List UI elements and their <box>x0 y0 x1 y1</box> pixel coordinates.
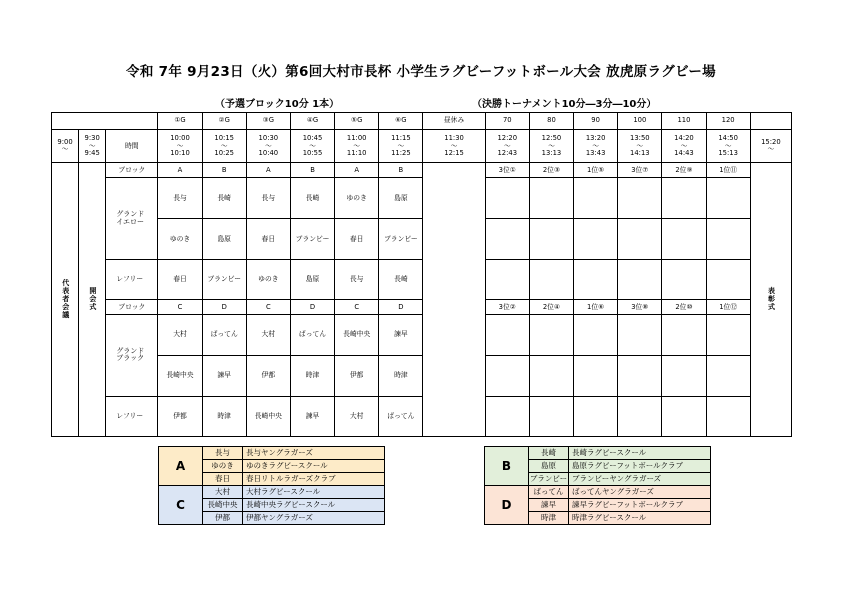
yellow-final-empty-a-4 <box>618 178 662 219</box>
black-block-6: D <box>379 300 423 315</box>
yellow-final-empty-b-4 <box>618 219 662 260</box>
legend-right <box>484 446 711 525</box>
legend-group-D: D <box>485 486 529 525</box>
yellow-final-empty-a-5 <box>662 178 706 219</box>
yellow-team-a-6: 島原 <box>379 178 423 219</box>
black-final-empty-b-4 <box>618 355 662 396</box>
legend-short-name: 長崎 <box>529 447 569 460</box>
yellow-final-6: 1位⑪ <box>706 163 750 178</box>
black-team-b-1: 長崎中央 <box>158 355 202 396</box>
time-label: 時間 <box>106 129 158 163</box>
black-ground-name: グランド ブラック <box>106 314 158 396</box>
yellow-final-empty-r-3 <box>574 260 618 300</box>
black-final-5: 2位⑩ <box>662 300 706 315</box>
yellow-referee-3: ゆのき <box>246 260 290 300</box>
yellow-referee-6: 長崎 <box>379 260 423 300</box>
black-referee-label: レフリー <box>106 396 158 436</box>
legend-full-name: 伊都ヤングラガーズ <box>243 512 385 525</box>
corner-cell <box>79 113 106 130</box>
black-block-label: ブロック <box>106 300 158 315</box>
black-final-6: 1位⑫ <box>706 300 750 315</box>
legend-short-name: 長与 <box>203 447 243 460</box>
yellow-team-b-6: ブランビー <box>379 219 423 260</box>
yellow-team-a-5: ゆのき <box>335 178 379 219</box>
yellow-team-a-1: 長与 <box>158 178 202 219</box>
black-final-1: 3位② <box>485 300 529 315</box>
time-slot-1: 10:00 ～ 10:10 <box>158 129 202 163</box>
schedule-table <box>51 112 792 437</box>
black-final-4: 3位⑧ <box>618 300 662 315</box>
yellow-final-empty-r-5 <box>662 260 706 300</box>
black-final-empty-a-5 <box>662 314 706 355</box>
closing-ceremony-label <box>750 163 791 437</box>
legend-full-name: 長崎中央ラグビースクール <box>243 499 385 512</box>
header-num-13: 120 <box>706 113 750 130</box>
yellow-final-3: 1位⑤ <box>574 163 618 178</box>
legend-full-name: ブランビーヤングラガーズ <box>569 473 711 486</box>
black-final-3: 1位⑥ <box>574 300 618 315</box>
time-slot-4: 10:45 ～ 10:55 <box>290 129 334 163</box>
yellow-referee-label: レフリー <box>106 260 158 300</box>
time-slot-13: 14:50 ～ 15:13 <box>706 129 750 163</box>
yellow-block-6: B <box>379 163 423 178</box>
black-block-4: D <box>290 300 334 315</box>
legend-short-name: ゆのき <box>203 460 243 473</box>
legend-group-A: A <box>159 447 203 486</box>
legend-row <box>485 447 711 460</box>
black-final-empty-a-4 <box>618 314 662 355</box>
legend-short-name: 伊都 <box>203 512 243 525</box>
yellow-team-b-1: ゆのき <box>158 219 202 260</box>
black-referee-3: 長崎中央 <box>246 396 290 436</box>
time-slot-2: 10:15 ～ 10:25 <box>202 129 246 163</box>
yellow-team-a-4: 長崎 <box>290 178 334 219</box>
header-num-3: ③G <box>246 113 290 130</box>
black-team-a-6: 諫早 <box>379 314 423 355</box>
yellow-final-empty-a-3 <box>574 178 618 219</box>
header-num-8: 70 <box>485 113 529 130</box>
yellow-final-empty-b-6 <box>706 219 750 260</box>
yellow-final-empty-a-6 <box>706 178 750 219</box>
yellow-team-a-2: 長崎 <box>202 178 246 219</box>
corner-cell <box>750 113 791 130</box>
black-final-empty-b-5 <box>662 355 706 396</box>
black-team-a-3: 大村 <box>246 314 290 355</box>
black-final-empty-a-2 <box>529 314 573 355</box>
black-referee-5: 大村 <box>335 396 379 436</box>
time-slot-9: 12:50 ～ 13:13 <box>529 129 573 163</box>
yellow-final-empty-b-5 <box>662 219 706 260</box>
yellow-final-empty-b-3 <box>574 219 618 260</box>
black-block-5: C <box>335 300 379 315</box>
black-team-a-4: ばってん <box>290 314 334 355</box>
legend-full-name: 大村ラグビースクール <box>243 486 385 499</box>
header-num-7: 昼休み <box>423 113 485 130</box>
black-final-empty-a-3 <box>574 314 618 355</box>
yellow-referee-5: 長与 <box>335 260 379 300</box>
legend-group-B: B <box>485 447 529 486</box>
black-team-b-6: 時津 <box>379 355 423 396</box>
yellow-final-empty-r-4 <box>618 260 662 300</box>
yellow-final-empty-b-2 <box>529 219 573 260</box>
time-slot-11: 13:50 ～ 14:13 <box>618 129 662 163</box>
legend-full-name: ゆのきラグビースクール <box>243 460 385 473</box>
yellow-final-empty-r-2 <box>529 260 573 300</box>
black-team-b-5: 伊都 <box>335 355 379 396</box>
black-referee-6: ばってん <box>379 396 423 436</box>
yellow-team-b-4: ブランビー <box>290 219 334 260</box>
yellow-final-empty-a-1 <box>485 178 529 219</box>
time-slot-5: 11:00 ～ 11:10 <box>335 129 379 163</box>
header-num-5: ⑤G <box>335 113 379 130</box>
time-slot-7: 11:30 ～ 12:15 <box>423 129 485 163</box>
yellow-block-1: A <box>158 163 202 178</box>
opening-ceremony-label <box>79 163 106 437</box>
yellow-ground-name: グランド イエロー <box>106 178 158 260</box>
page-title: 令和 7年 9月23日（火）第6回大村市長杯 小学生ラグビーフットボール大会 放虎原ラグビー場 <box>126 64 716 80</box>
black-referee-2: 時津 <box>202 396 246 436</box>
legend-row <box>485 486 711 499</box>
yellow-final-5: 2位⑨ <box>662 163 706 178</box>
yellow-final-2: 2位③ <box>529 163 573 178</box>
yellow-final-empty-a-2 <box>529 178 573 219</box>
yellow-block-5: A <box>335 163 379 178</box>
legend-short-name: 長崎中央 <box>203 499 243 512</box>
yellow-final-1: 3位① <box>485 163 529 178</box>
black-final-empty-r-6 <box>706 396 750 436</box>
representatives-meeting-label <box>52 163 79 437</box>
legend-left <box>158 446 385 525</box>
black-final-empty-r-5 <box>662 396 706 436</box>
legend-short-name: 春日 <box>203 473 243 486</box>
yellow-block-3: A <box>246 163 290 178</box>
time-slot-12: 14:20 ～ 14:43 <box>662 129 706 163</box>
time-slot-10: 13:20 ～ 13:43 <box>574 129 618 163</box>
opening-text: 開会式 <box>88 286 97 311</box>
black-final-empty-b-6 <box>706 355 750 396</box>
black-block-3: C <box>246 300 290 315</box>
header-num-9: 80 <box>529 113 573 130</box>
black-final-empty-r-2 <box>529 396 573 436</box>
yellow-team-b-2: 島原 <box>202 219 246 260</box>
yellow-block-2: B <box>202 163 246 178</box>
header-num-10: 90 <box>574 113 618 130</box>
meeting-text: 代表者会議 <box>61 278 70 319</box>
yellow-team-a-3: 長与 <box>246 178 290 219</box>
header-num-1: ①G <box>158 113 202 130</box>
black-final-empty-r-1 <box>485 396 529 436</box>
yellow-referee-2: ブランビー <box>202 260 246 300</box>
legend-group-C: C <box>159 486 203 525</box>
closing-text: 表彰式 <box>767 286 776 311</box>
black-block-1: C <box>158 300 202 315</box>
header-num-11: 100 <box>618 113 662 130</box>
header-num-2: ②G <box>202 113 246 130</box>
black-final-empty-r-3 <box>574 396 618 436</box>
black-final-empty-a-1 <box>485 314 529 355</box>
header-num-4: ④G <box>290 113 334 130</box>
time-slot-8: 12:20 ～ 12:43 <box>485 129 529 163</box>
legend-full-name: 長崎ラグビースクール <box>569 447 711 460</box>
black-final-empty-a-6 <box>706 314 750 355</box>
legend-full-name: 時津ラグビースクール <box>569 512 711 525</box>
header-num-6: ⑥G <box>379 113 423 130</box>
legend-short-name: 島原 <box>529 460 569 473</box>
black-final-empty-b-2 <box>529 355 573 396</box>
legend-row <box>159 447 385 460</box>
legend-full-name: 長与ヤングラガーズ <box>243 447 385 460</box>
black-team-a-1: 大村 <box>158 314 202 355</box>
yellow-team-b-3: 春日 <box>246 219 290 260</box>
black-team-b-3: 伊都 <box>246 355 290 396</box>
header-num-12: 110 <box>662 113 706 130</box>
black-team-a-5: 長崎中央 <box>335 314 379 355</box>
black-final-empty-b-3 <box>574 355 618 396</box>
legend-row <box>159 486 385 499</box>
legend-full-name: ばってんヤングラガーズ <box>569 486 711 499</box>
black-final-empty-r-4 <box>618 396 662 436</box>
prelim-heading: （予選ブロック10分 1本） <box>215 99 340 110</box>
yellow-team-b-5: 春日 <box>335 219 379 260</box>
black-team-b-2: 諫早 <box>202 355 246 396</box>
corner-cell <box>106 113 158 130</box>
black-team-b-4: 時津 <box>290 355 334 396</box>
start-time: 9:00 ～ <box>52 129 79 163</box>
yellow-referee-1: 春日 <box>158 260 202 300</box>
legend-short-name: 大村 <box>203 486 243 499</box>
black-referee-4: 諫早 <box>290 396 334 436</box>
yellow-final-4: 3位⑦ <box>618 163 662 178</box>
legend-full-name: 諫早ラグビーフットボールクラブ <box>569 499 711 512</box>
yellow-block-4: B <box>290 163 334 178</box>
legend-short-name: ばってん <box>529 486 569 499</box>
yellow-block-label: ブロック <box>106 163 158 178</box>
black-final-2: 2位④ <box>529 300 573 315</box>
ceremony-time: 9:30 ～ 9:45 <box>79 129 106 163</box>
legend-short-name: 諫早 <box>529 499 569 512</box>
legend-short-name: 時津 <box>529 512 569 525</box>
yellow-referee-4: 島原 <box>290 260 334 300</box>
time-slot-3: 10:30 ～ 10:40 <box>246 129 290 163</box>
end-time: 15:20 ～ <box>750 129 791 163</box>
time-slot-6: 11:15 ～ 11:25 <box>379 129 423 163</box>
legend-full-name: 春日リトルラガーズクラブ <box>243 473 385 486</box>
black-block-2: D <box>202 300 246 315</box>
yellow-final-empty-r-6 <box>706 260 750 300</box>
lunch-break-cell <box>423 163 485 437</box>
legend-short-name: ブランビー <box>529 473 569 486</box>
black-referee-1: 伊都 <box>158 396 202 436</box>
black-final-empty-b-1 <box>485 355 529 396</box>
yellow-final-empty-b-1 <box>485 219 529 260</box>
yellow-final-empty-r-1 <box>485 260 529 300</box>
final-heading: （決勝トーナメント10分―3分―10分） <box>472 99 657 110</box>
legend-full-name: 島原ラグビーフットボールクラブ <box>569 460 711 473</box>
corner-cell <box>52 113 79 130</box>
black-team-a-2: ばってん <box>202 314 246 355</box>
